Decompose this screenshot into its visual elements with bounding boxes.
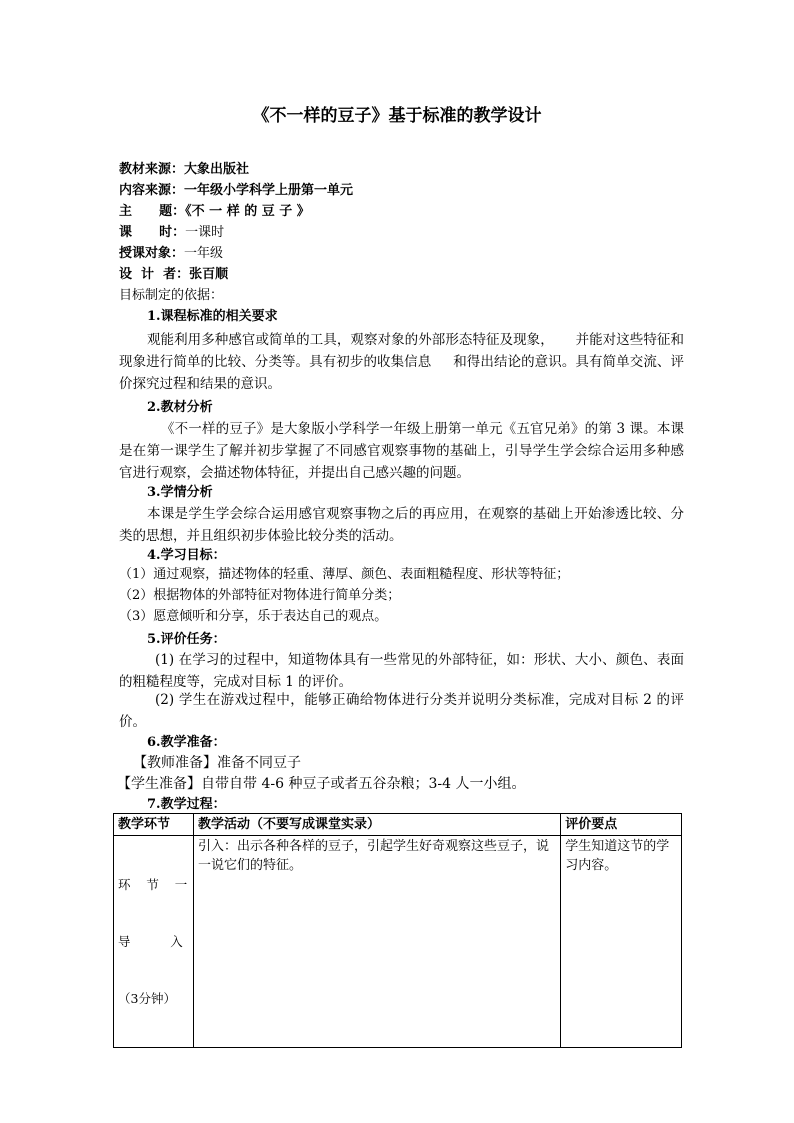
student-prep-text: 自带自带 4-6 种豆子或者五谷杂粮；3-4 人一小组。: [201, 776, 526, 792]
teacher-prep-text: 准备不同豆子: [217, 755, 301, 771]
student-prep: [117, 775, 525, 793]
section4-heading: 4.学习目标：: [147, 548, 226, 563]
section5-item1: [119, 649, 684, 693]
meta-period: [119, 224, 224, 242]
header-activity: 教学活动（不要写成课堂实录）: [193, 814, 560, 836]
meta-label: 设 计 者：: [119, 267, 190, 282]
meta-value: 一年级: [184, 246, 224, 261]
activity-cell: 引入：出示各种各样的豆子，引起学生好奇观察这些豆子，说一说它们的特征。: [193, 836, 560, 1048]
stage-line: 环 节 一: [118, 877, 188, 892]
meta-value: 大象出版社: [184, 162, 250, 177]
teaching-process-table: [113, 813, 682, 1048]
goal-item: （2）根据物体的外部特征对物体进行简单分类；: [119, 588, 401, 603]
section1-heading: 1.课程标准的相关要求: [147, 309, 278, 324]
basis-heading: 目标制定的依据：: [119, 288, 224, 303]
section5-item1-text: (1) 在学习的过程中，知道物体具有一些常见的外部特征，如：形状、大小、颜色、表面的粗糙程度等，完成对目标 1 的评价。: [119, 652, 684, 690]
table-header-row: [114, 814, 682, 836]
meta-audience: [119, 245, 223, 263]
section2-body: [119, 418, 684, 484]
section5-item2: [119, 689, 684, 733]
section3-text: 本课是学生学会综合运用感官观察事物之后的再应用，在观察的基础上开始渗透比较、分类的思想，并且组织初步体验比较分类的活动。: [119, 506, 684, 544]
meta-value: 一课时: [185, 225, 225, 240]
section5-item2-text: (2) 学生在游戏过程中，能够正确给物体进行分类并说明分类标准，完成对目标 2 的评价。: [119, 692, 684, 730]
header-stage: 教学环节: [114, 814, 194, 836]
section7-heading: 7.教学过程：: [147, 797, 226, 812]
meta-label: 课 时：: [119, 225, 186, 240]
evaluation-cell: 学生知道这节的学习内容。: [561, 836, 682, 1048]
section3-body: [119, 503, 684, 547]
goal-item: （3）愿意倾听和分享，乐于表达自己的观点。: [119, 609, 388, 624]
section3-heading: 3.学情分析: [147, 485, 213, 500]
stage-line: 导 入: [118, 934, 183, 949]
document-title: 《不一样的豆子》基于标准的教学设计: [252, 106, 542, 126]
meta-content: [119, 182, 353, 200]
header-evaluation: 评价要点: [561, 814, 682, 836]
meta-value: 《不 一 样 的 豆 子 》: [185, 204, 310, 219]
teacher-prep-tag: 【教师准备】: [133, 755, 217, 771]
table-row: [114, 836, 682, 1048]
meta-value: 张百顺: [189, 267, 229, 282]
student-prep-tag: 【学生准备】: [117, 776, 201, 792]
meta-source: [119, 161, 249, 179]
meta-label: 授课对象：: [119, 246, 185, 261]
stage-cell: [114, 836, 194, 1048]
section1-body: [119, 329, 684, 395]
meta-topic: [119, 203, 310, 221]
teacher-prep: [133, 754, 301, 772]
stage-line: （3分钟）: [118, 991, 176, 1006]
meta-designer: [119, 266, 228, 284]
goal-item: （1）通过观察，描述物体的轻重、薄厚、颜色、表面粗糙程度、形状等特征；: [119, 567, 570, 582]
section5-heading: 5.评价任务：: [147, 632, 226, 647]
meta-label: 内容来源：: [119, 183, 185, 198]
section6-heading: 6.教学准备：: [147, 735, 226, 750]
section1-text: 观能利用多种感官或简单的工具，观察对象的外部形态特征及现象， 并能对这些特征和现象进行简单的比较、分类等。具有初步的收集信息 和得出结论的意识。具有简单交流、评价探究过程和结果的意识。: [119, 332, 684, 392]
meta-label: 教材来源：: [119, 162, 185, 177]
meta-label: 主 题：: [119, 204, 186, 219]
section2-text: 《不一样的豆子》是大象版小学科学一年级上册第一单元《五官兄弟》的第 3 课。本课是在第一课学生了解并初步掌握了不同感官观察事物的基础上，引导学生学会综合运用多种感官进行观察，会描述物体特征，并提出自己感兴趣的问题。: [119, 421, 684, 481]
meta-value: 一年级小学科学上册第一单元: [184, 183, 354, 198]
section2-heading: 2.教材分析: [147, 400, 213, 415]
